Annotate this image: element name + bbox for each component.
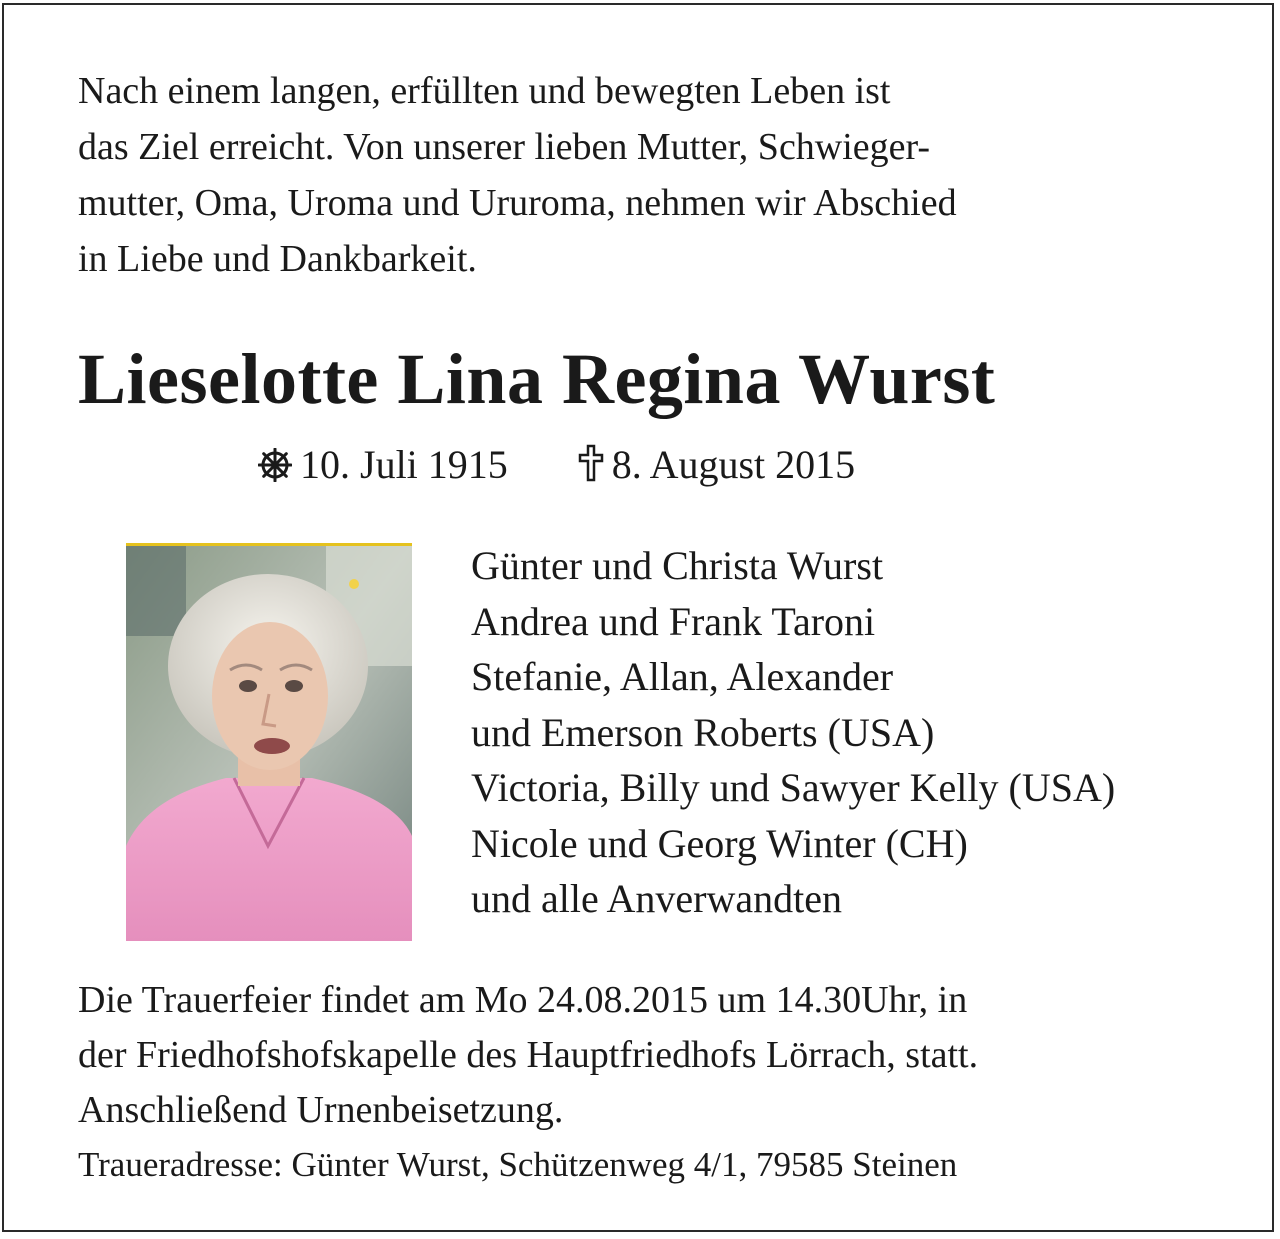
family-line: Nicole und Georg Winter (CH): [471, 820, 968, 866]
intro-line: in Liebe und Dankbarkeit.: [78, 238, 477, 280]
family-line: Victoria, Billy und Sawyer Kelly (USA): [471, 765, 1116, 810]
birth-wheel-icon: [258, 445, 292, 493]
death-date: 8. August 2015: [611, 442, 856, 487]
intro-text: [78, 63, 957, 287]
life-dates: [258, 441, 855, 493]
birth-date: 10. Juli 1915: [300, 442, 508, 487]
intro-line: das Ziel erreicht. Von unserer lieben Mutter, Schwieger-: [78, 126, 931, 168]
intro-line: mutter, Oma, Uroma und Ururoma, nehmen wir Abschied: [78, 182, 957, 224]
ceremony-line: Die Trauerfeier findet am Mo 24.08.2015 um 14.30Uhr, in: [78, 979, 968, 1021]
cross-icon: [578, 444, 604, 493]
family-line: und alle Anverwandten: [471, 876, 842, 921]
intro-line: Nach einem langen, erfüllten und bewegten Leben ist: [78, 70, 891, 112]
family-line: Andrea und Frank Taroni: [471, 598, 876, 644]
family-list: [471, 538, 1115, 927]
notice-frame: [2, 3, 1274, 1232]
family-line: und Emerson Roberts (USA): [471, 709, 935, 755]
portrait-photo: [126, 543, 412, 941]
family-line: Stefanie, Allan, Alexander: [471, 654, 894, 699]
ceremony-text: [78, 973, 978, 1138]
ceremony-line: Anschließend Urnenbeisetzung.: [78, 1089, 564, 1131]
family-line: Günter und Christa Wurst: [471, 543, 884, 588]
mourning-address: Traueradresse: Günter Wurst, Schützenweg 4/1, 79585 Steinen: [78, 1145, 958, 1184]
ceremony-line: der Friedhofshofskapelle des Hauptfriedhofs Lörrach, statt.: [78, 1034, 979, 1076]
deceased-name: Lieselotte Lina Regina Wurst: [78, 339, 996, 419]
